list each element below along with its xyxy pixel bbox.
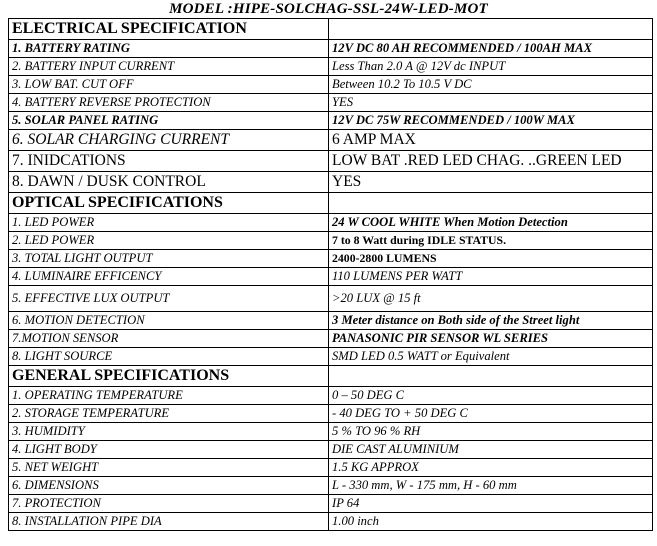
table-row	[9, 459, 653, 477]
spec-label: 3. HUMIDITY	[9, 423, 329, 441]
spec-value: >20 LUX @ 15 ft	[329, 286, 653, 312]
table-row	[9, 387, 653, 405]
spec-label: 7.MOTION SENSOR	[9, 330, 329, 348]
table-row	[9, 405, 653, 423]
spec-value: 12V DC 75W RECOMMENDED / 100W MAX	[329, 112, 653, 130]
spec-label: 4. LUMINAIRE EFFICENCY	[9, 268, 329, 286]
spec-label: 8. INSTALLATION PIPE DIA	[9, 513, 329, 531]
spec-table	[8, 18, 653, 531]
table-row	[9, 423, 653, 441]
spec-value: 7 to 8 Watt during IDLE STATUS.	[329, 232, 653, 250]
table-row	[9, 76, 653, 94]
spec-label: 6. DIMENSIONS	[9, 477, 329, 495]
spec-value: 1.5 KG APPROX	[329, 459, 653, 477]
spec-label: 7. PROTECTION	[9, 495, 329, 513]
spec-label: 2. BATTERY INPUT CURRENT	[9, 58, 329, 76]
spec-value: 6 AMP MAX	[329, 130, 653, 151]
spec-label: 3. LOW BAT. CUT OFF	[9, 76, 329, 94]
table-row	[9, 495, 653, 513]
section-heading: ELECTRICAL SPECIFICATION	[9, 19, 329, 40]
spec-value: 2400-2800 LUMENS	[329, 250, 653, 268]
table-row	[9, 151, 653, 172]
table-row	[9, 58, 653, 76]
model-title: MODEL :HIPE-SOLCHAG-SSL-24W-LED-MOT	[169, 1, 488, 17]
spec-label: 5. SOLAR PANEL RATING	[9, 112, 329, 130]
spec-value: PANASONIC PIR SENSOR WL SERIES	[329, 330, 653, 348]
spec-value: YES	[329, 172, 653, 193]
spec-value: 3 Meter distance on Both side of the Street light	[329, 312, 653, 330]
section-heading: OPTICAL SPECIFICATIONS	[9, 193, 329, 214]
spec-label: 2. LED POWER	[9, 232, 329, 250]
spec-value: 0 – 50 DEG C	[329, 387, 653, 405]
table-row	[9, 330, 653, 348]
table-row	[9, 268, 653, 286]
spec-value: 1.00 inch	[329, 513, 653, 531]
spec-value: SMD LED 0.5 WATT or Equivalent	[329, 348, 653, 366]
spec-label: 4. BATTERY REVERSE PROTECTION	[9, 94, 329, 112]
table-row	[9, 348, 653, 366]
section-header-electrical	[9, 19, 653, 40]
spec-value: IP 64	[329, 495, 653, 513]
table-row	[9, 477, 653, 495]
spec-value: - 40 DEG TO + 50 DEG C	[329, 405, 653, 423]
section-header-optical	[9, 193, 653, 214]
spec-label: 1. OPERATING TEMPERATURE	[9, 387, 329, 405]
spec-value: Less Than 2.0 A @ 12V dc INPUT	[329, 58, 653, 76]
table-row	[9, 441, 653, 459]
spec-value: Between 10.2 To 10.5 V DC	[329, 76, 653, 94]
spec-label: 8. DAWN / DUSK CONTROL	[9, 172, 329, 193]
table-row	[9, 513, 653, 531]
spec-value: 12V DC 80 AH RECOMMENDED / 100AH MAX	[329, 40, 653, 58]
table-row	[9, 172, 653, 193]
spec-value: 24 W COOL WHITE When Motion Detection	[329, 214, 653, 232]
spec-label: 6. MOTION DETECTION	[9, 312, 329, 330]
section-header-general	[9, 366, 653, 387]
table-row	[9, 94, 653, 112]
table-row	[9, 232, 653, 250]
spec-label: 4. LIGHT BODY	[9, 441, 329, 459]
table-row	[9, 40, 653, 58]
table-row	[9, 112, 653, 130]
spec-label: 6. SOLAR CHARGING CURRENT	[9, 130, 329, 151]
spec-label: 5. EFFECTIVE LUX OUTPUT	[9, 286, 329, 312]
table-row	[9, 286, 653, 312]
spec-label: 3. TOTAL LIGHT OUTPUT	[9, 250, 329, 268]
spec-value: DIE CAST ALUMINIUM	[329, 441, 653, 459]
table-row	[9, 312, 653, 330]
spec-label: 1. BATTERY RATING	[9, 40, 329, 58]
section-heading: GENERAL SPECIFICATIONS	[9, 366, 329, 387]
table-row	[9, 250, 653, 268]
spec-value: 5 % TO 96 % RH	[329, 423, 653, 441]
spec-label: 1. LED POWER	[9, 214, 329, 232]
spec-label: 5. NET WEIGHT	[9, 459, 329, 477]
spec-value: L - 330 mm, W - 175 mm, H - 60 mm	[329, 477, 653, 495]
spec-value: 110 LUMENS PER WATT	[329, 268, 653, 286]
spec-label: 8. LIGHT SOURCE	[9, 348, 329, 366]
spec-label: 7. INIDCATIONS	[9, 151, 329, 172]
spec-value: LOW BAT .RED LED CHAG. ..GREEN LED	[329, 151, 653, 172]
spec-value: YES	[329, 94, 653, 112]
table-row	[9, 214, 653, 232]
table-row	[9, 130, 653, 151]
spec-label: 2. STORAGE TEMPERATURE	[9, 405, 329, 423]
